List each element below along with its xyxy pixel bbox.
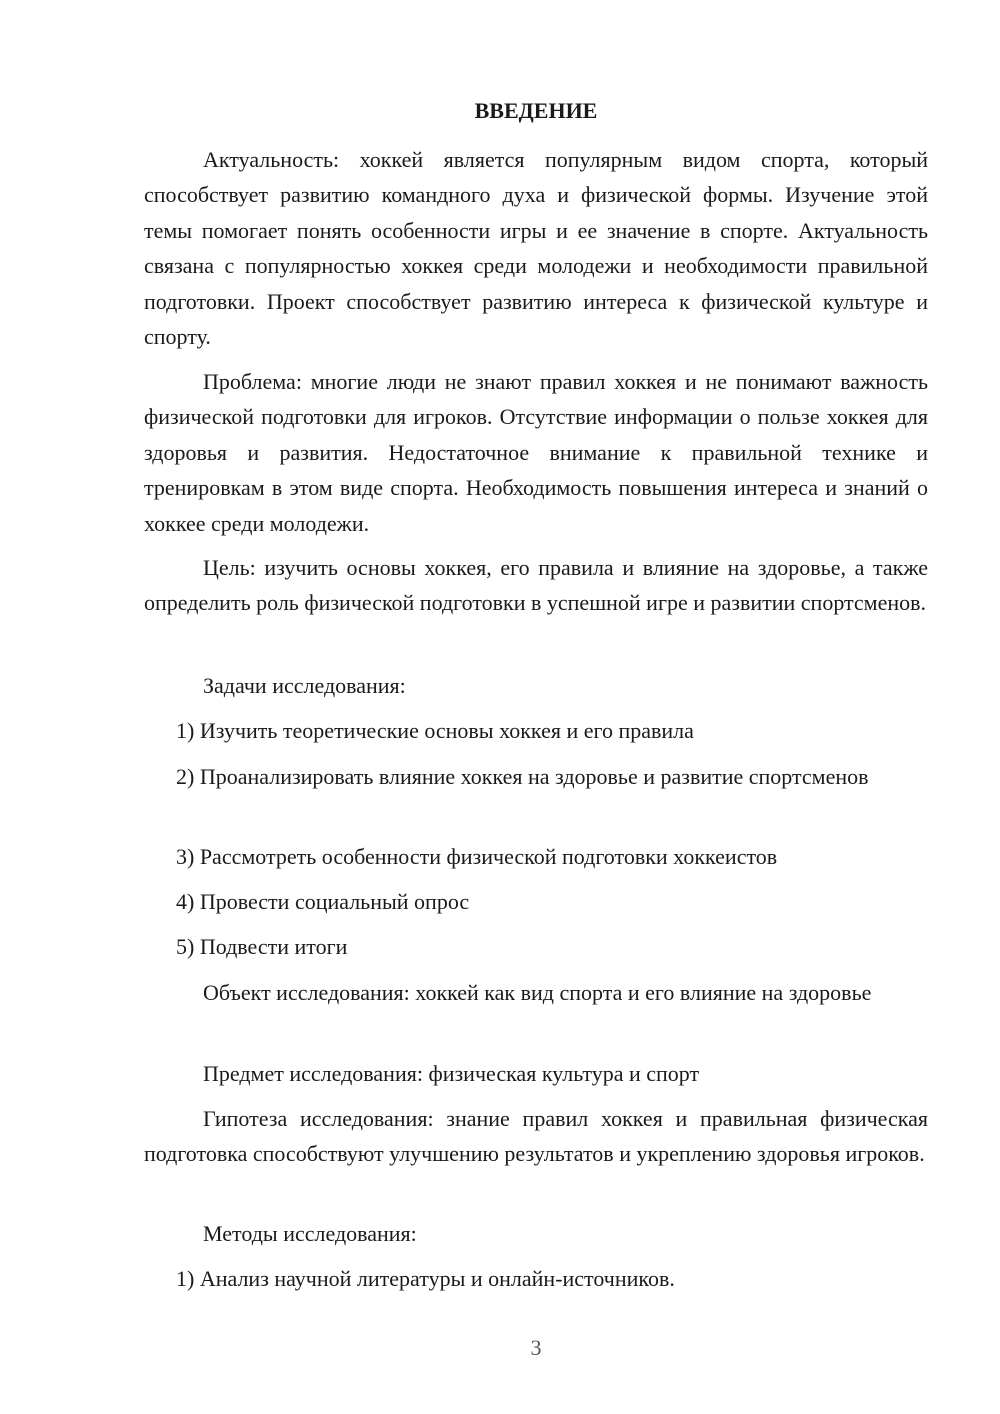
hypothesis-paragraph: Гипотеза исследования: знание правил хоккея и правильная физическая подготовка способствуют улучшению результатов и укреплению здоровья игроков. bbox=[144, 1106, 928, 1167]
subject-paragraph: Предмет исследования: физическая культура и спорт bbox=[203, 1061, 700, 1086]
task-item: 4) Провести социальный опрос bbox=[176, 889, 470, 914]
tasks-heading: Задачи исследования: bbox=[203, 673, 406, 698]
method-item: 1) Анализ научной литературы и онлайн-источников. bbox=[176, 1266, 675, 1291]
task-item: 1) Изучить теоретические основы хоккея и его правила bbox=[176, 718, 694, 743]
goal-paragraph: Цель: изучить основы хоккея, его правила и влияние на здоровье, а также определить роль физической подготовки в успешной игре и развитии спортсменов. bbox=[144, 555, 928, 616]
task-item: 5) Подвести итоги bbox=[176, 934, 348, 959]
object-paragraph: Объект исследования: хоккей как вид спорта и его влияние на здоровье bbox=[203, 980, 872, 1005]
task-item: 2) Проанализировать влияние хоккея на здоровье и развитие спортсменов bbox=[176, 764, 869, 789]
page-number: 3 bbox=[530, 1335, 542, 1360]
task-item: 3) Рассмотреть особенности физической подготовки хоккеистов bbox=[176, 844, 778, 869]
relevance-paragraph: Актуальность: хоккей является популярным видом спорта, который способствует развитию командного духа и физической формы. Изучение этой темы помогает понять особенности игры и ее значение в спорте. Актуальность связана с популярностью хоккея среди молодежи и необходимости правильной подготовки. Проект способствует развитию интереса к физической культуре и спорту. bbox=[144, 147, 928, 350]
methods-heading: Методы исследования: bbox=[203, 1221, 417, 1246]
section-title: ВВЕДЕНИЕ bbox=[474, 98, 598, 123]
problem-paragraph: Проблема: многие люди не знают правил хоккея и не понимают важность физической подготовки для игроков. Отсутствие информации о пользе хоккея для здоровья и развития. Недостаточное внимание к правильной технике и тренировкам в этом виде спорта. Необходимость повышения интереса и знаний о хоккее среди молодежи. bbox=[144, 369, 928, 536]
